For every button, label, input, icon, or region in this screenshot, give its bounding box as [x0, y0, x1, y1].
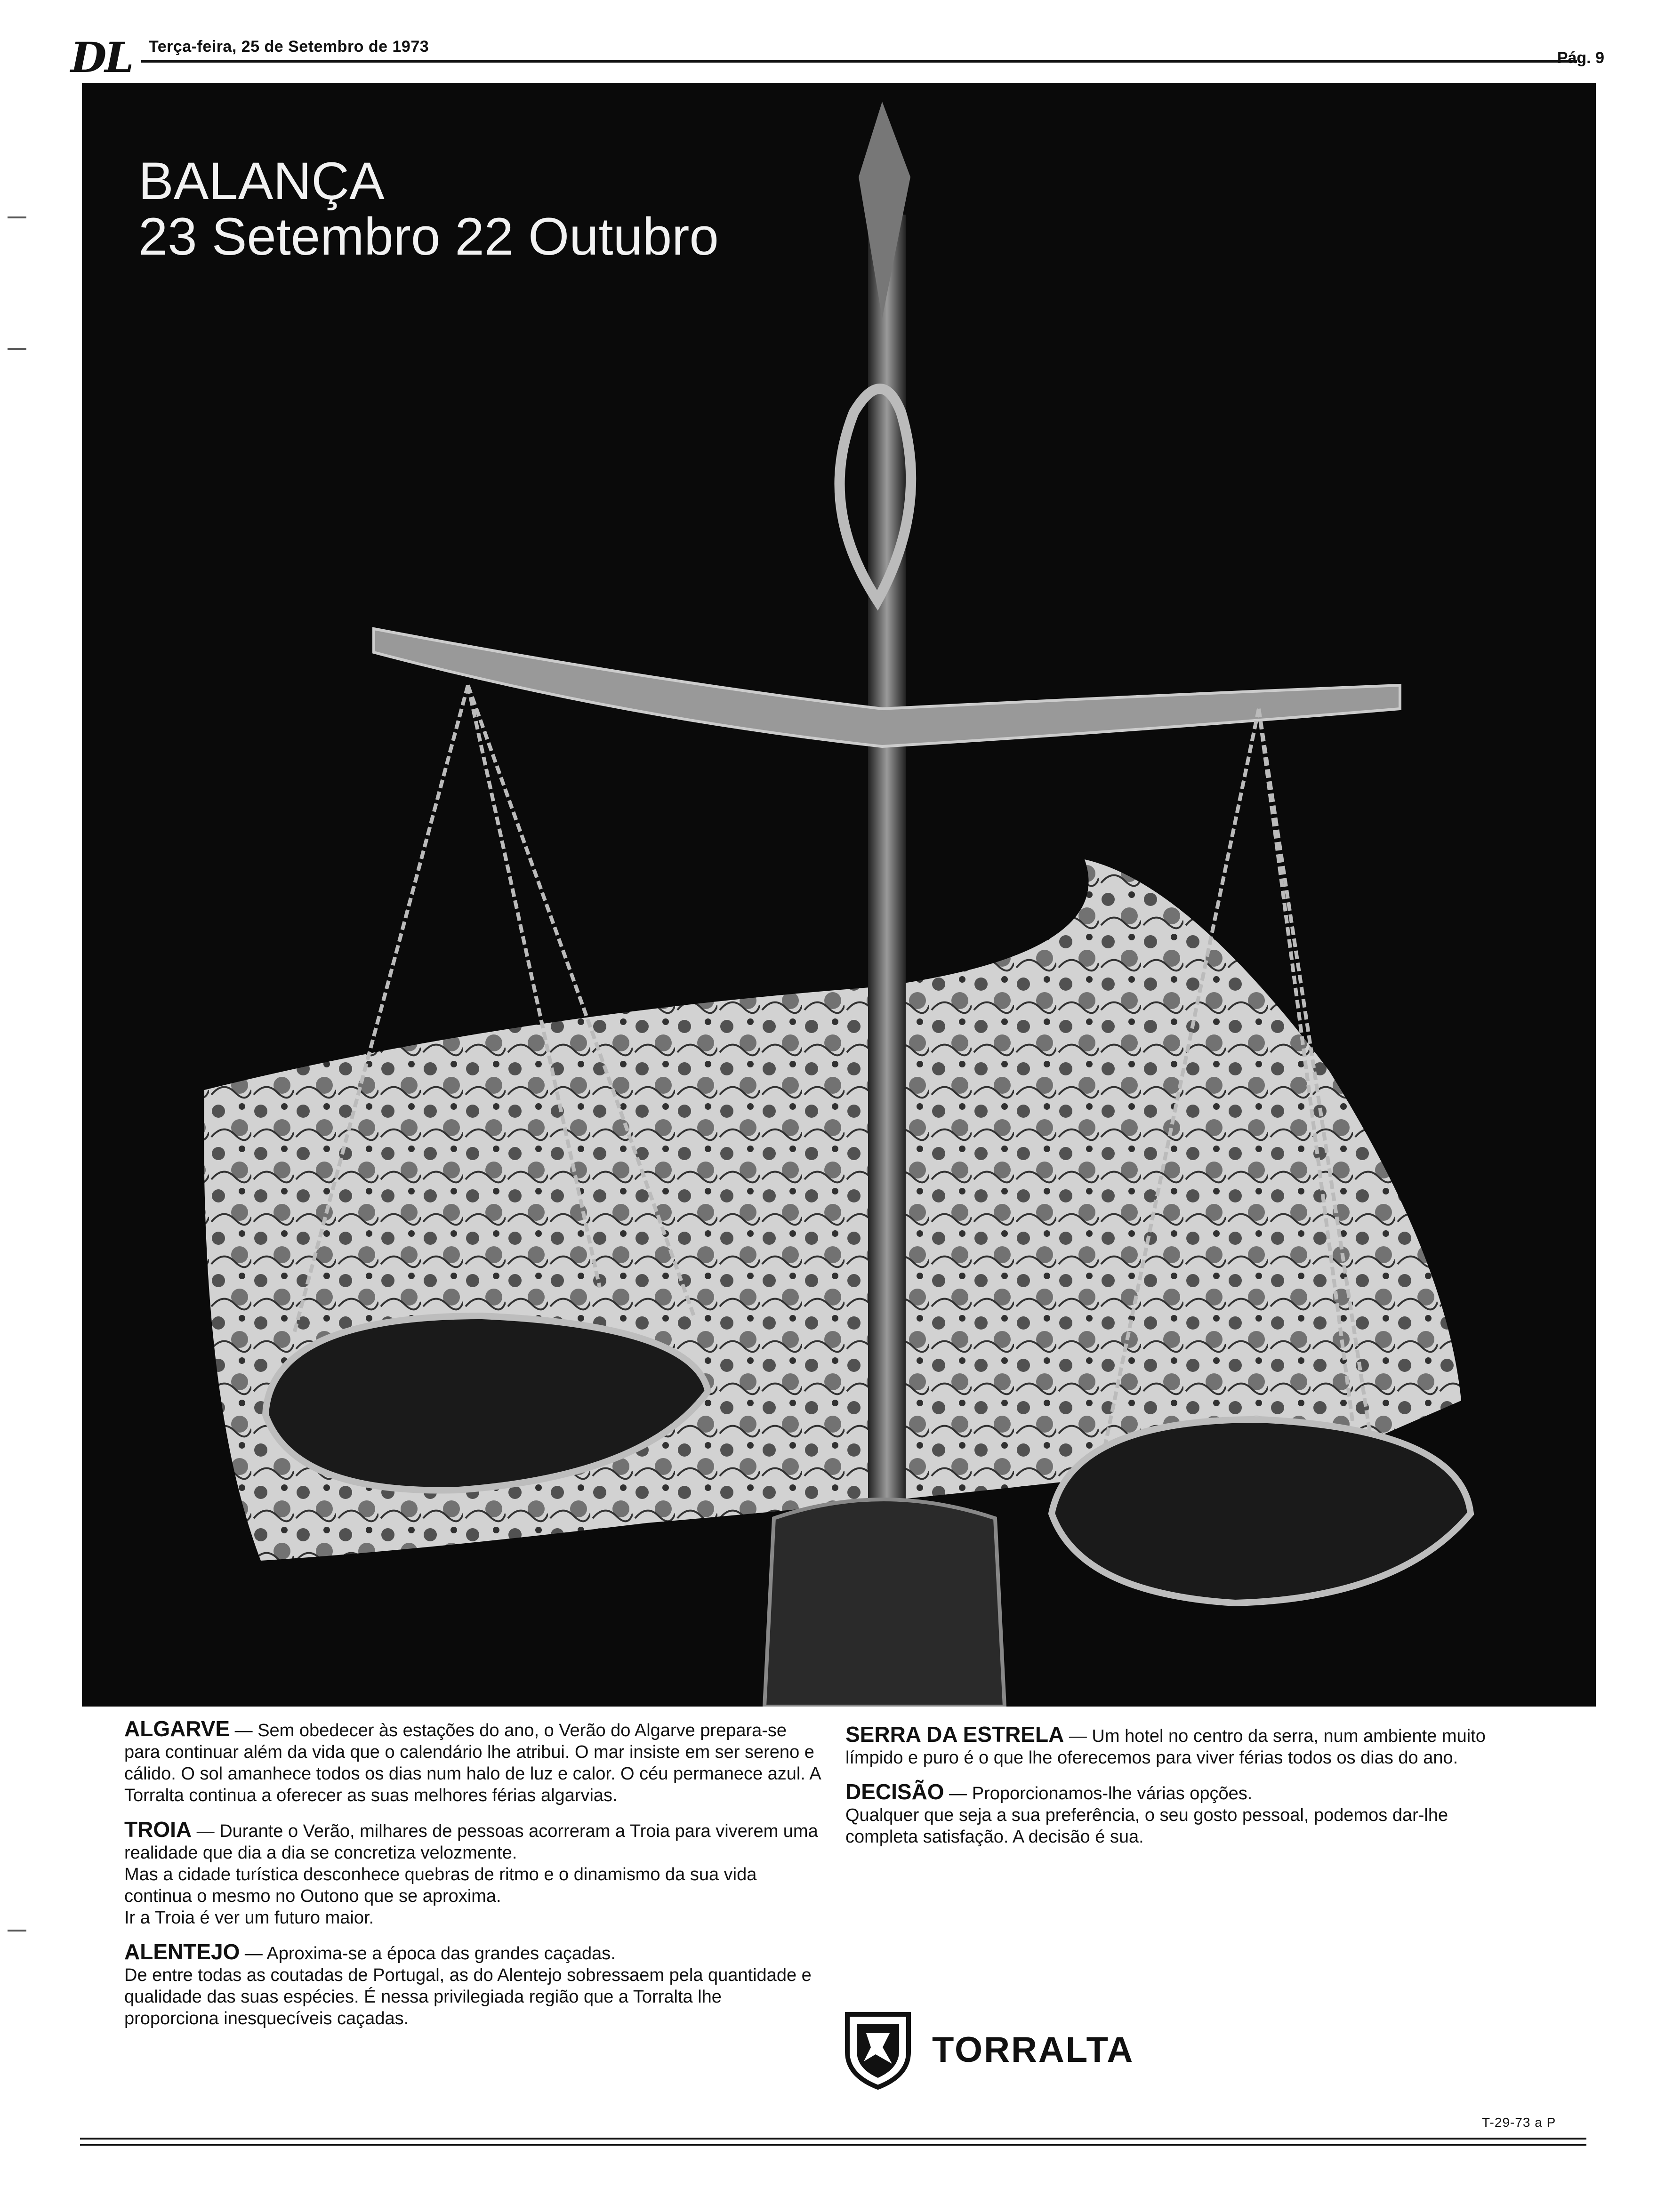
right-pan	[1052, 1419, 1471, 1603]
section-text: De entre todas as coutadas de Portugal, as do Alentejo sobressaem pela quantidade e qualidade das suas espécies. É nessa privilegiada região que a Torralta lhe proporciona inesquecíveis caçadas.	[124, 1965, 812, 2028]
section-algarve: ALGARVE — Sem obedecer às estações do ano, o Verão do Algarve prepara-se para continuar além da vida que o calendário lhe atribui. O mar insiste em ser sereno e cálido. O sol amanhece todos os dias num halo de luz e calor. O céu permanece azul. A Torralta continua a oferecer as suas melhores férias algarvias.	[124, 1716, 820, 1805]
margin-mark	[8, 1930, 26, 1931]
section-troia: TROIA — Durante o Verão, milhares de pessoas acorreram a Troia para viverem uma realidade que dia a dia se concretiza velozmente. Mas a cidade turística desconhece quebras de ritmo e o dinamismo da sua vida continua o mesmo no Outono que se aproxima. Ir a Troia é ver um futuro maior.	[124, 1817, 818, 1928]
page-number: Pág. 9	[1557, 49, 1604, 67]
advert-title	[138, 153, 719, 264]
section-text: Mas a cidade turística desconhece quebras de ritmo e o dinamismo da sua vida continua o mesmo no Outono que se aproxima.	[124, 1865, 757, 1906]
section-text: Um hotel no centro da serra, num ambiente muito límpido e puro é o que lhe oferecemos para viver férias todos os dias do ano.	[845, 1726, 1486, 1768]
newspaper-logo: DL	[71, 33, 132, 82]
section-heading: ALGARVE	[124, 1716, 230, 1741]
section-text: Sem obedecer às estações do ano, o Verão do Algarve prepara-se para continuar além da vida que o calendário lhe atribui. O mar insiste em ser sereno e cálido. O sol amanhece todos os dias num halo de luz e calor. O céu permanece azul. A Torralta continua a oferecer as suas melhores férias algarvias.	[124, 1721, 820, 1805]
section-heading: DECISÃO	[845, 1779, 944, 1804]
section-heading: SERRA DA ESTRELA	[845, 1722, 1064, 1747]
scale-base	[764, 1499, 1005, 1707]
brand-name: TORRALTA	[932, 2029, 1134, 2070]
section-text: Durante o Verão, milhares de pessoas acorreram a Troia para viverem uma realidade que dia a dia se concretiza velozmente.	[124, 1821, 818, 1863]
advert-photo	[82, 83, 1596, 1707]
title-sign: BALANÇA	[138, 152, 385, 210]
advert-code: T-29-73 a P	[1482, 2115, 1556, 2130]
header-rule	[141, 60, 1577, 63]
section-text: Qualquer que seja a sua preferência, o seu gosto pessoal, podemos dar-lhe completa satisfação. A decisão é sua.	[845, 1805, 1448, 1847]
torralta-brand	[843, 2010, 1134, 2090]
scale-illustration	[82, 83, 1596, 1707]
footer-rule	[80, 2138, 1586, 2140]
section-text: Aproxima-se a época das grandes caçadas.	[266, 1944, 616, 1964]
margin-mark	[8, 348, 26, 350]
section-alentejo: ALENTEJO — Aproxima-se a época das grandes caçadas. De entre todas as coutadas de Portugal, as do Alentejo sobressaem pela quantidade e qualidade das suas espécies. É nessa privilegiada região que a Torralta lhe proporciona inesquecíveis caçadas.	[124, 1940, 812, 2028]
section-serra-da-estrela: SERRA DA ESTRELA — Um hotel no centro da serra, num ambiente muito límpido e puro é o que lhe oferecemos para viver férias todos os dias do ano.	[845, 1722, 1486, 1768]
section-decisao: DECISÃO — Proporcionamos-lhe várias opções. Qualquer que seja a sua preferência, o seu gosto pessoal, podemos dar-lhe completa satisfação. A decisão é sua.	[845, 1779, 1448, 1847]
section-text: Proporcionamos-lhe várias opções.	[972, 1784, 1253, 1803]
torralta-shield-icon	[843, 2010, 913, 2090]
section-heading: TROIA	[124, 1817, 192, 1842]
margin-mark	[8, 216, 26, 218]
copy-left-column	[124, 1718, 821, 2042]
section-heading: ALENTEJO	[124, 1940, 240, 1964]
footer-rule	[80, 2144, 1586, 2146]
section-text: Ir a Troia é ver um futuro maior.	[124, 1908, 374, 1928]
copy-right-column	[845, 1723, 1514, 1860]
scale-column	[868, 215, 906, 1674]
issue-date: Terça-feira, 25 de Setembro de 1973	[149, 38, 429, 56]
title-dates: 23 Setembro 22 Outubro	[138, 207, 719, 266]
